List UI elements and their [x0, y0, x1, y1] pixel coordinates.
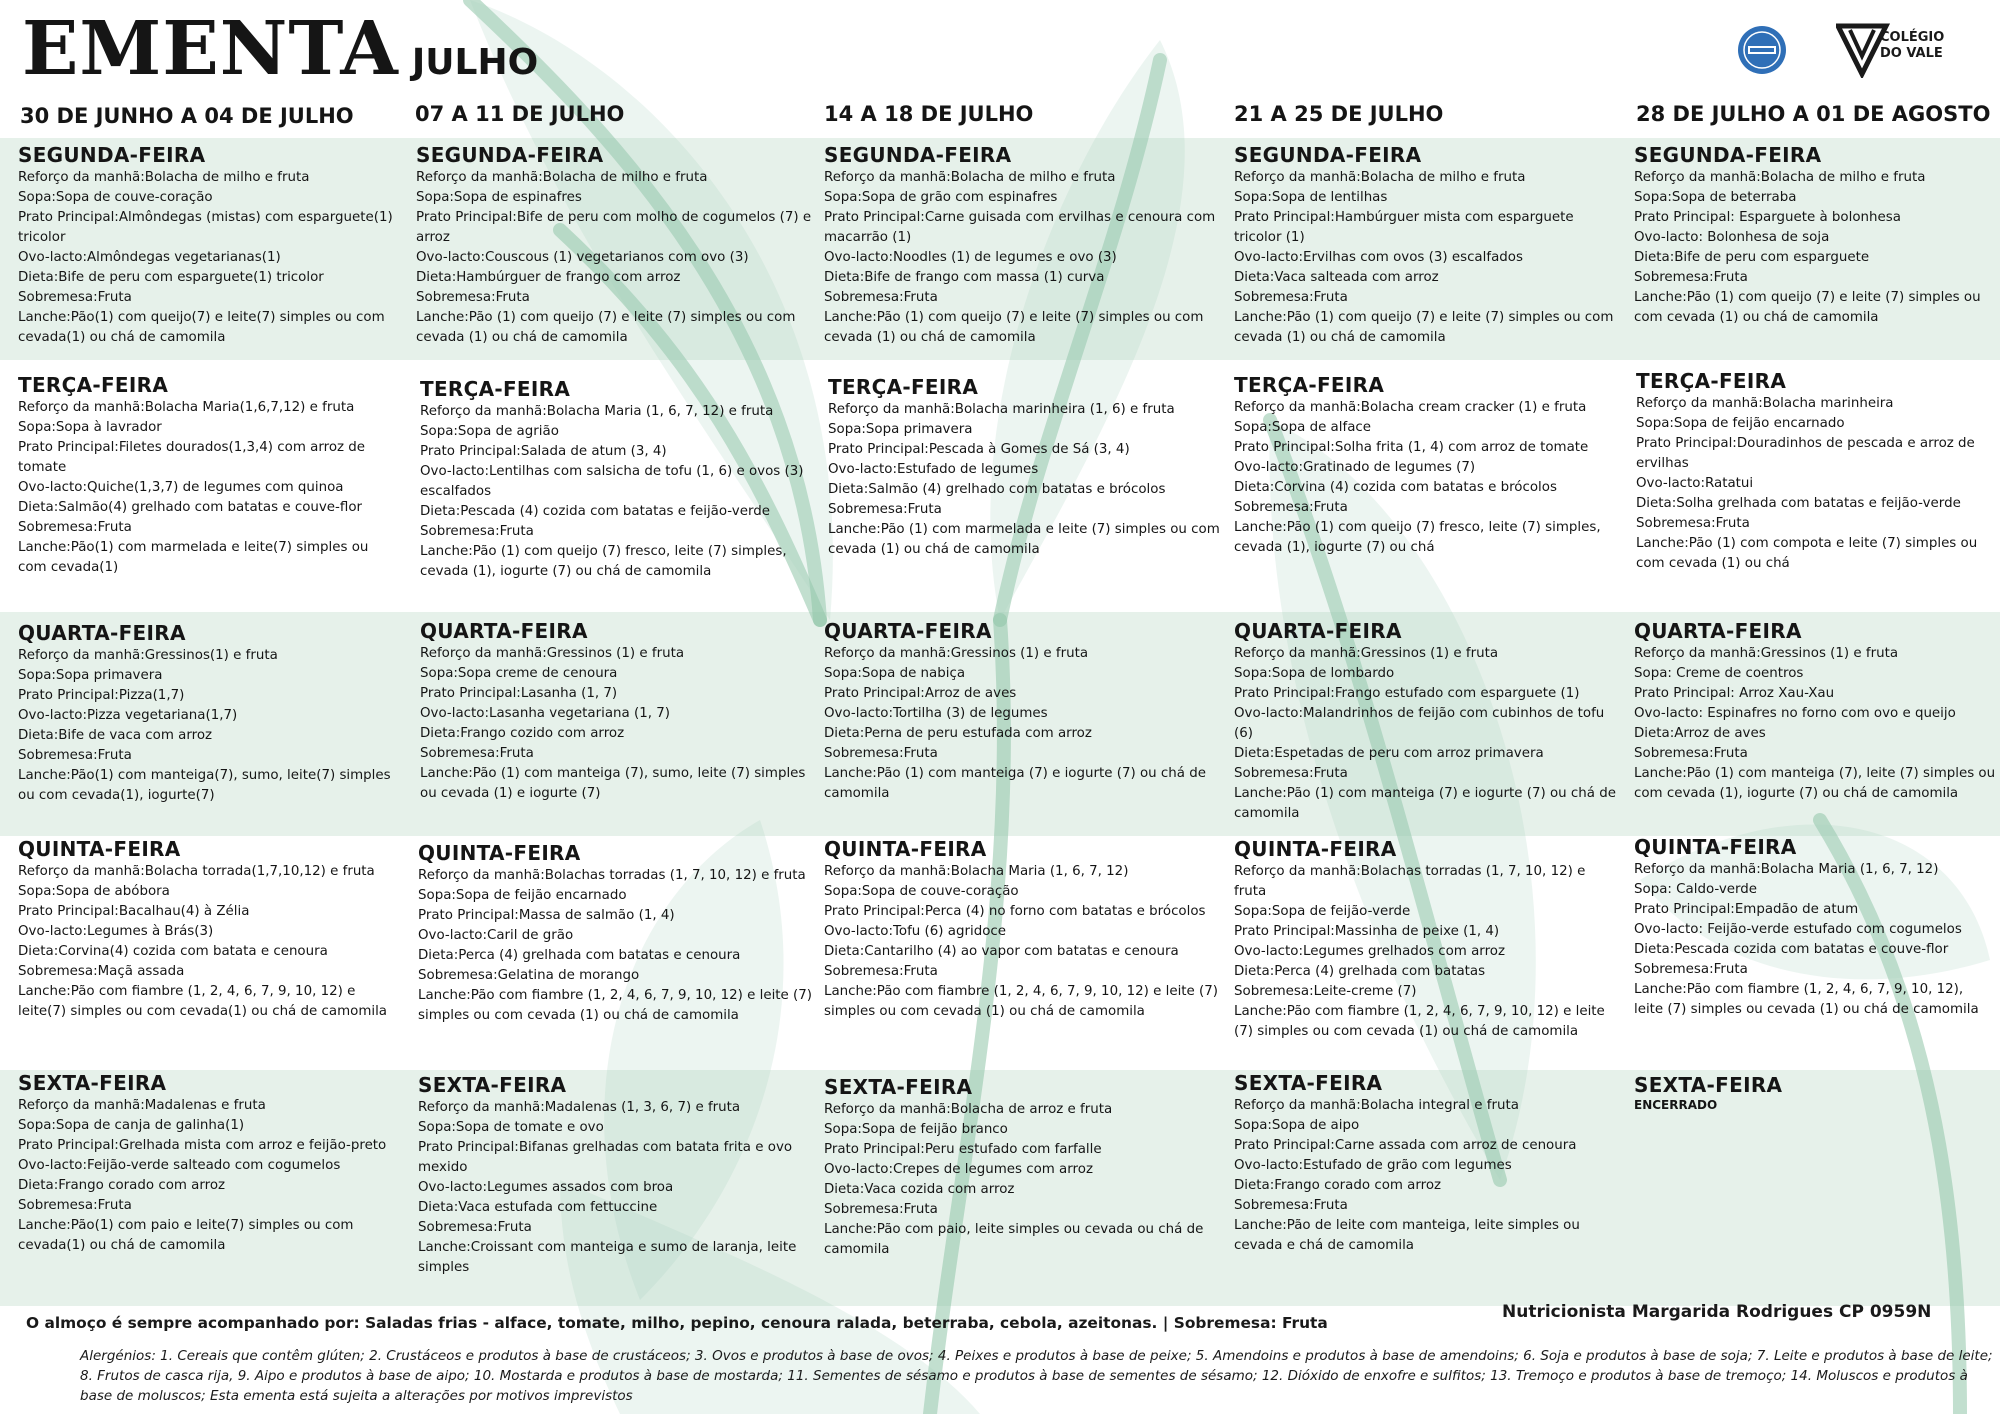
menu-line: Sobremesa:Fruta [420, 746, 534, 761]
menu-line: Sopa:Sopa de feijão-verde [1234, 904, 1411, 919]
menu-line: Sobremesa:Fruta [1234, 290, 1348, 305]
day-name: QUINTA-FEIRA [824, 837, 987, 861]
day-name: QUINTA-FEIRA [418, 841, 581, 865]
menu-line: Dieta:Cantarilho (4) ao vapor com batatas e cenoura [824, 944, 1179, 959]
menu-line: Sopa: Caldo-verde [1634, 882, 1758, 897]
school-name-line-2: DO VALE [1880, 46, 1943, 61]
menu-line: Sopa:Sopa creme de cenoura [420, 666, 618, 681]
day-name: SEGUNDA-FEIRA [1234, 143, 1422, 167]
menu-line: Sopa:Sopa de alface [1234, 420, 1372, 435]
menu-line: Sobremesa:Fruta [418, 1220, 532, 1235]
menu-line: Sobremesa:Fruta [824, 964, 938, 979]
menu-line: Reforço da manhã:Bolacha Maria (1, 6, 7, 12) [824, 864, 1129, 879]
day-name: SEGUNDA-FEIRA [18, 143, 206, 167]
menu-line: Ovo-lacto:Quiche(1,3,7) de legumes com quinoa [18, 480, 344, 495]
menu-line: Dieta:Pescada cozida com batatas e couve-flor [1634, 942, 1949, 957]
week-5-tuesday [1636, 368, 1996, 574]
menu-line: Dieta:Frango cozido com arroz [420, 726, 625, 741]
week-3-tuesday [828, 374, 1228, 560]
menu-line: Sobremesa:Maçã assada [18, 964, 185, 979]
menu-line: Sopa:Sopa de canja de galinha(1) [18, 1118, 245, 1133]
menu-line: Ovo-lacto:Legumes à Brás(3) [18, 924, 214, 939]
week-3-wednesday [824, 618, 1229, 804]
menu-line: Dieta:Salmão (4) grelhado com batatas e brócolos [828, 482, 1166, 497]
certification-seal-icon [1736, 24, 1788, 76]
menu-line: Sopa:Sopa de couve-coração [18, 190, 213, 205]
menu-line: Reforço da manhã:Bolacha torrada(1,7,10,12) e fruta [18, 864, 375, 879]
week-3-title: 14 A 18 DE JULHO [824, 102, 1034, 126]
menu-line: Sopa:Sopa de tomate e ovo [418, 1120, 604, 1135]
week-4-friday [1234, 1070, 1609, 1256]
menu-line: Sopa:Sopa de grão com espinafres [824, 190, 1058, 205]
school-name-line-1: COLÉGIO [1880, 30, 1945, 45]
day-name: QUARTA-FEIRA [1634, 619, 1802, 643]
week-1-thursday [18, 836, 393, 1022]
menu-line: Reforço da manhã:Gressinos(1) e fruta [18, 648, 278, 663]
menu-line: Reforço da manhã:Bolacha Maria (1, 6, 7, 12) [1634, 862, 1939, 877]
menu-line: Ovo-lacto:Legumes assados com broa [418, 1180, 674, 1195]
week-4-tuesday [1234, 372, 1624, 558]
menu-line: Lanche:Pão (1) com compota e leite (7) simples ou com cevada (1) ou chá [1636, 536, 1978, 571]
menu-line: Sopa:Sopa de feijão branco [824, 1122, 1008, 1137]
menu-line: Prato Principal:Pizza(1,7) [18, 688, 185, 703]
menu-line: Lanche:Pão com fiambre (1, 2, 4, 6, 7, 9, 10, 12) e leite (7) simples ou com cevada (1) ou chá de camomila [1234, 1004, 1605, 1039]
week-2-wednesday [420, 618, 820, 804]
menu-line: Lanche:Pão(1) com queijo(7) e leite(7) simples ou com cevada(1) ou chá de camomila [18, 310, 385, 345]
menu-line: Sobremesa:Fruta [18, 1198, 132, 1213]
menu-line: Ovo-lacto:Tofu (6) agridoce [824, 924, 1006, 939]
menu-line: Dieta:Solha grelhada com batatas e feijão-verde [1636, 496, 1961, 511]
menu-line: Ovo-lacto:Malandrinhos de feijão com cubinhos de tofu (6) [1234, 706, 1605, 741]
menu-line: Dieta:Corvina(4) cozida com batata e cenoura [18, 944, 328, 959]
week-2-monday [416, 142, 821, 348]
day-name: SEXTA-FEIRA [1634, 1073, 1783, 1097]
menu-line: Sobremesa:Fruta [1234, 500, 1348, 515]
menu-line: Sobremesa:Fruta [420, 524, 534, 539]
menu-line: Prato Principal:Carne guisada com ervilhas e cenoura com macarrão (1) [824, 210, 1216, 245]
day-name: QUINTA-FEIRA [18, 837, 181, 861]
week-5-title: 28 DE JULHO A 01 DE AGOSTO [1636, 102, 1991, 126]
menu-line: Sobremesa:Fruta [824, 746, 938, 761]
day-name: SEXTA-FEIRA [418, 1073, 567, 1097]
menu-line: Dieta:Pescada (4) cozida com batatas e feijão-verde [420, 504, 770, 519]
menu-line: Prato Principal:Pescada à Gomes de Sá (3, 4) [828, 442, 1130, 457]
menu-line: Sobremesa:Fruta [1634, 270, 1748, 285]
menu-line: Prato Principal:Empadão de atum [1634, 902, 1859, 917]
menu-line: Sobremesa:Fruta [1634, 746, 1748, 761]
day-name: QUARTA-FEIRA [420, 619, 588, 643]
week-1-title: 30 DE JUNHO A 04 DE JULHO [20, 104, 354, 128]
menu-line: Reforço da manhã:Bolacha de milho e fruta [18, 170, 310, 185]
menu-line: Prato Principal:Almôndegas (mistas) com esparguete(1) tricolor [18, 210, 393, 245]
school-name [1880, 30, 1944, 62]
menu-line: Dieta:Bife de peru com esparguete [1634, 250, 1870, 265]
menu-line: Sobremesa:Fruta [1234, 766, 1348, 781]
menu-line: Dieta:Frango corado com arroz [1234, 1178, 1442, 1193]
menu-line: Ovo-lacto:Gratinado de legumes (7) [1234, 460, 1476, 475]
menu-line: Dieta:Vaca cozida com arroz [824, 1182, 1015, 1197]
menu-line: Ovo-lacto:Lentilhas com salsicha de tofu (1, 6) e ovos (3) escalfados [420, 464, 804, 499]
menu-line: Sopa:Sopa de lombardo [1234, 666, 1395, 681]
menu-line: Reforço da manhã:Gressinos (1) e fruta [1234, 646, 1499, 661]
menu-line: Prato Principal:Bacalhau(4) à Zélia [18, 904, 250, 919]
menu-line: Reforço da manhã:Gressinos (1) e fruta [824, 646, 1089, 661]
menu-line: Prato Principal:Perca (4) no forno com batatas e brócolos [824, 904, 1206, 919]
week-1-tuesday [18, 372, 393, 578]
week-3-thursday [824, 836, 1224, 1022]
menu-line: Dieta:Vaca estufada com fettuccine [418, 1200, 658, 1215]
menu-line: Lanche:Pão (1) com manteiga (7), leite (7) simples ou com cevada (1), iogurte (7) ou chá de camomila [1634, 766, 1996, 801]
menu-line: Ovo-lacto:Couscous (1) vegetarianos com ovo (3) [416, 250, 749, 265]
menu-line: Prato Principal:Frango estufado com esparguete (1) [1234, 686, 1580, 701]
menu-line: Lanche:Pão(1) com marmelada e leite(7) simples ou com cevada(1) [18, 540, 369, 575]
menu-line: Reforço da manhã:Bolacha de milho e fruta [1234, 170, 1526, 185]
week-5-monday [1634, 142, 1996, 328]
menu-line: Lanche:Pão (1) com queijo (7) e leite (7) simples ou com cevada (1) ou chá de camomila [824, 310, 1204, 345]
menu-line: Dieta:Perca (4) grelhada com batatas [1234, 964, 1486, 979]
menu-line: Sobremesa:Fruta [824, 1202, 938, 1217]
week-4-thursday [1234, 836, 1609, 1042]
nutritionist: Nutricionista Margarida Rodrigues CP 0959N [1502, 1302, 1932, 1322]
menu-line: Dieta:Arroz de aves [1634, 726, 1766, 741]
menu-line: Sobremesa:Fruta [1634, 962, 1748, 977]
menu-line: Reforço da manhã:Gressinos (1) e fruta [1634, 646, 1899, 661]
menu-line: Lanche:Croissant com manteiga e sumo de laranja, leite simples [418, 1240, 797, 1275]
menu-line: Sopa:Sopa de abóbora [18, 884, 170, 899]
menu-line: Prato Principal:Lasanha (1, 7) [420, 686, 618, 701]
menu-line: Reforço da manhã:Bolacha de milho e fruta [824, 170, 1116, 185]
menu-line: Lanche:Pão (1) com marmelada e leite (7) simples ou com cevada (1) ou chá de camomila [828, 522, 1220, 557]
menu-line: Reforço da manhã:Gressinos (1) e fruta [420, 646, 685, 661]
menu-line: Lanche:Pão(1) com manteiga(7), sumo, leite(7) simples ou com cevada(1), iogurte(7) [18, 768, 391, 803]
week-4-title: 21 A 25 DE JULHO [1234, 102, 1444, 126]
week-5-wednesday [1634, 618, 1996, 804]
menu-line: Dieta:Perna de peru estufada com arroz [824, 726, 1092, 741]
day-name: QUARTA-FEIRA [824, 619, 992, 643]
day-name: TERÇA-FEIRA [1636, 369, 1787, 393]
menu-line: Prato Principal:Grelhada mista com arroz e feijão-preto [18, 1138, 387, 1153]
page-title [22, 6, 538, 92]
week-3-monday [824, 142, 1229, 348]
menu-line: Sobremesa:Gelatina de morango [418, 968, 640, 983]
menu-line: Lanche:Pão com fiambre (1, 2, 4, 6, 7, 9, 10, 12) e leite (7) simples ou com cevada (1) ou chá de camomila [824, 984, 1219, 1019]
menu-line: Prato Principal: Arroz Xau-Xau [1634, 686, 1835, 701]
menu-line: Reforço da manhã:Bolacha de arroz e fruta [824, 1102, 1113, 1117]
menu-line: Lanche:Pão (1) com queijo (7) fresco, leite (7) simples, cevada (1), iogurte (7) ou chá [1234, 520, 1601, 555]
menu-line: Sobremesa:Fruta [828, 502, 942, 517]
menu-line: Reforço da manhã:Bolacha Maria (1, 6, 7, 12) e fruta [420, 404, 774, 419]
menu-line: Dieta:Frango corado com arroz [18, 1178, 226, 1193]
day-name: TERÇA-FEIRA [420, 377, 571, 401]
menu-line: Lanche:Pão (1) com manteiga (7) e iogurte (7) ou chá de camomila [1234, 786, 1616, 821]
menu-line: Reforço da manhã:Bolacha cream cracker (1) e fruta [1234, 400, 1587, 415]
menu-line: Sobremesa:Fruta [416, 290, 530, 305]
lunch-note: O almoço é sempre acompanhado por: Saladas frias - alface, tomate, milho, pepino, cenoura ralada, beterraba, cebola, azeitonas. | Sobremesa: Fruta [26, 1314, 1328, 1332]
menu-line: Sobremesa:Fruta [18, 748, 132, 763]
menu-line: Reforço da manhã:Bolacha marinheira (1, 6) e fruta [828, 402, 1175, 417]
menu-line: Prato Principal:Bife de peru com molho de cogumelos (7) e arroz [416, 210, 812, 245]
day-name: QUARTA-FEIRA [1234, 619, 1402, 643]
menu-line: Reforço da manhã:Bolacha Maria(1,6,7,12) e fruta [18, 400, 355, 415]
menu-line: Ovo-lacto:Lasanha vegetariana (1, 7) [420, 706, 671, 721]
week-2-friday [418, 1072, 818, 1278]
menu-line: Prato Principal:Arroz de aves [824, 686, 1017, 701]
week-2-thursday [418, 840, 818, 1026]
menu-line: Dieta:Bife de frango com massa (1) curva [824, 270, 1105, 285]
title-main: EMENTA [22, 6, 399, 92]
menu-line: Ovo-lacto:Legumes grelhados com arroz [1234, 944, 1505, 959]
allergens-note: Alergénios: 1. Cereais que contêm glúten; 2. Crustáceos e produtos à base de crustáceos; 3. Ovos e produtos à base de ovos; 4. Peixes e produtos à base de peixe; 5. Amendoins e produtos à base de amendoins; 6. Soja e produtos à base de soja; 7. Leite e produtos à base de leite; 8. Frutos de casca rija, 9. Aipo e produtos à base de aipo; 10. Mostarda e produtos à base de mostarda; 11. Sementes de sésamo e produtos à base de sementes de sésamo; 12. Dióxido de enxofre e sulfitos; 13. Tremoço e produtos à base de tremoço; 14. Moluscos e produtos à base de moluscos; Esta ementa está sujeita a alterações por motivos imprevistos [80, 1348, 1993, 1404]
menu-line: Prato Principal:Massa de salmão (1, 4) [418, 908, 675, 923]
menu-line: Sopa:Sopa de nabiça [824, 666, 966, 681]
menu-line: Ovo-lacto:Estufado de grão com legumes [1234, 1158, 1512, 1173]
menu-line: Ovo-lacto:Tortilha (3) de legumes [824, 706, 1048, 721]
menu-line: Prato Principal:Salada de atum (3, 4) [420, 444, 667, 459]
menu-line: Dieta:Bife de vaca com arroz [18, 728, 213, 743]
menu-line: Lanche:Pão (1) com queijo (7) fresco, leite (7) simples, cevada (1), iogurte (7) ou chá de camomila [420, 544, 787, 579]
closed-label: ENCERRADO [1634, 1098, 1718, 1112]
day-name: TERÇA-FEIRA [18, 373, 169, 397]
week-2-tuesday [420, 376, 820, 582]
menu-line: Prato Principal:Solha frita (1, 4) com arroz de tomate [1234, 440, 1589, 455]
week-1-friday [18, 1070, 393, 1256]
menu-line: Lanche:Pão com fiambre (1, 2, 4, 6, 7, 9, 10, 12), leite (7) simples ou cevada (1) ou chá de camomila [1634, 982, 1979, 1017]
menu-line: Ovo-lacto: Espinafres no forno com ovo e queijo [1634, 706, 1956, 721]
menu-line: Dieta:Vaca salteada com arroz [1234, 270, 1439, 285]
menu-line: Prato Principal:Bifanas grelhadas com batata frita e ovo mexido [418, 1140, 793, 1175]
menu-line: Ovo-lacto:Caril de grão [418, 928, 574, 943]
menu-line: Sopa:Sopa de couve-coração [824, 884, 1019, 899]
menu-line: Sobremesa:Fruta [1234, 1198, 1348, 1213]
day-name: QUINTA-FEIRA [1634, 835, 1797, 859]
menu-line: Lanche:Pão (1) com queijo (7) e leite (7) simples ou com cevada (1) ou chá de camomila [1234, 310, 1614, 345]
menu-line: Reforço da manhã:Bolacha de milho e fruta [416, 170, 708, 185]
menu-line: Sopa:Sopa primavera [828, 422, 973, 437]
menu-line: Ovo-lacto:Noodles (1) de legumes e ovo (3) [824, 250, 1117, 265]
menu-line: Lanche:Pão de leite com manteiga, leite simples ou cevada e chá de camomila [1234, 1218, 1580, 1253]
menu-line: Sopa:Sopa de feijão encarnado [418, 888, 627, 903]
menu-line: Sopa: Creme de coentros [1634, 666, 1804, 681]
week-1-monday [18, 142, 393, 348]
menu-line: Dieta:Espetadas de peru com arroz primavera [1234, 746, 1544, 761]
menu-line: Ovo-lacto: Bolonhesa de soja [1634, 230, 1830, 245]
menu-line: Ovo-lacto:Ratatui [1636, 476, 1754, 491]
menu-line: Lanche:Pão(1) com paio e leite(7) simples ou com cevada(1) ou chá de camomila [18, 1218, 354, 1253]
week-4-wednesday [1234, 618, 1626, 824]
menu-line: Prato Principal:Peru estufado com farfalle [824, 1142, 1102, 1157]
day-name: QUARTA-FEIRA [18, 621, 186, 645]
menu-line: Reforço da manhã:Bolacha de milho e fruta [1634, 170, 1926, 185]
day-name: SEXTA-FEIRA [1234, 1071, 1383, 1095]
menu-line: Sobremesa:Fruta [18, 520, 132, 535]
menu-line: Sobremesa:Fruta [1636, 516, 1750, 531]
title-month: JULHO [411, 42, 539, 83]
menu-line: Sopa:Sopa de beterraba [1634, 190, 1797, 205]
day-name: QUINTA-FEIRA [1234, 837, 1397, 861]
menu-line: Lanche:Pão com fiambre (1, 2, 4, 6, 7, 9, 10, 12) e leite(7) simples ou com cevada(1) ou chá de camomila [18, 984, 388, 1019]
day-name: SEGUNDA-FEIRA [1634, 143, 1822, 167]
menu-line: Reforço da manhã:Bolachas torradas (1, 7, 10, 12) e fruta [418, 868, 806, 883]
menu-line: Ovo-lacto:Almôndegas vegetarianas(1) [18, 250, 281, 265]
menu-line: Lanche:Pão com fiambre (1, 2, 4, 6, 7, 9, 10, 12) e leite (7) simples ou com cevada (1) ou chá de camomila [418, 988, 813, 1023]
menu-line: Ovo-lacto:Ervilhas com ovos (3) escalfados [1234, 250, 1523, 265]
menu-line: Sopa:Sopa primavera [18, 668, 163, 683]
menu-line: Prato Principal:Hambúrguer mista com esparguete tricolor (1) [1234, 210, 1574, 245]
menu-line: Reforço da manhã:Bolachas torradas (1, 7, 10, 12) e fruta [1234, 864, 1586, 899]
week-5-friday [1634, 1072, 1984, 1112]
menu-line: Dieta:Salmão(4) grelhado com batatas e couve-flor [18, 500, 363, 515]
menu-line: Dieta:Corvina (4) cozida com batatas e brócolos [1234, 480, 1557, 495]
menu-line: Prato Principal:Massinha de peixe (1, 4) [1234, 924, 1500, 939]
menu-line: Dieta:Perca (4) grelhada com batatas e cenoura [418, 948, 741, 963]
menu-line: Dieta:Hambúrguer de frango com arroz [416, 270, 681, 285]
menu-line: Sopa:Sopa de agrião [420, 424, 559, 439]
menu-line: Sobremesa:Leite-creme (7) [1234, 984, 1417, 999]
menu-line: Prato Principal: Esparguete à bolonhesa [1634, 210, 1901, 225]
day-name: TERÇA-FEIRA [1234, 373, 1385, 397]
menu-line: Sobremesa:Fruta [18, 290, 132, 305]
week-1-wednesday [18, 620, 393, 806]
week-2-title: 07 A 11 DE JULHO [415, 102, 625, 126]
menu-line: Prato Principal:Douradinhos de pescada e arroz de ervilhas [1636, 436, 1975, 471]
menu-line: Ovo-lacto:Crepes de legumes com arroz [824, 1162, 1093, 1177]
menu-line: Ovo-lacto:Estufado de legumes [828, 462, 1039, 477]
week-5-thursday [1634, 834, 1984, 1020]
menu-line: Sopa:Sopa de feijão encarnado [1636, 416, 1845, 431]
menu-line: Ovo-lacto:Pizza vegetariana(1,7) [18, 708, 238, 723]
menu-line: Lanche:Pão (1) com manteiga (7), sumo, leite (7) simples ou cevada (1) e iogurte (7) [420, 766, 806, 801]
day-name: SEXTA-FEIRA [18, 1071, 167, 1095]
menu-line: Reforço da manhã:Bolacha integral e fruta [1234, 1098, 1519, 1113]
menu-line: Reforço da manhã:Madalenas (1, 3, 6, 7) e fruta [418, 1100, 741, 1115]
day-name: SEGUNDA-FEIRA [416, 143, 604, 167]
day-name: SEGUNDA-FEIRA [824, 143, 1012, 167]
menu-line: Sobremesa:Fruta [824, 290, 938, 305]
menu-line: Reforço da manhã:Madalenas e fruta [18, 1098, 266, 1113]
menu-line: Dieta:Bife de peru com esparguete(1) tricolor [18, 270, 324, 285]
menu-line: Lanche:Pão com paio, leite simples ou cevada ou chá de camomila [824, 1222, 1204, 1257]
menu-line: Lanche:Pão (1) com queijo (7) e leite (7) simples ou com cevada (1) ou chá de camomila [416, 310, 796, 345]
week-3-friday [824, 1074, 1214, 1260]
menu-line: Ovo-lacto: Feijão-verde estufado com cogumelos [1634, 922, 1962, 937]
day-name: SEXTA-FEIRA [824, 1075, 973, 1099]
day-name: TERÇA-FEIRA [828, 375, 979, 399]
menu-line: Prato Principal:Carne assada com arroz de cenoura [1234, 1138, 1577, 1153]
menu-line: Ovo-lacto:Feijão-verde salteado com cogumelos [18, 1158, 341, 1173]
menu-line: Sopa:Sopa de aipo [1234, 1118, 1360, 1133]
menu-line: Lanche:Pão (1) com queijo (7) e leite (7) simples ou com cevada (1) ou chá de camomila [1634, 290, 1981, 325]
menu-line: Sopa:Sopa de lentilhas [1234, 190, 1388, 205]
menu-line: Sopa:Sopa à lavrador [18, 420, 162, 435]
menu-line: Sopa:Sopa de espinafres [416, 190, 582, 205]
menu-line: Lanche:Pão (1) com manteiga (7) e iogurte (7) ou chá de camomila [824, 766, 1206, 801]
menu-line: Reforço da manhã:Bolacha marinheira [1636, 396, 1894, 411]
week-4-monday [1234, 142, 1624, 348]
menu-line: Prato Principal:Filetes dourados(1,3,4) com arroz de tomate [18, 440, 366, 475]
